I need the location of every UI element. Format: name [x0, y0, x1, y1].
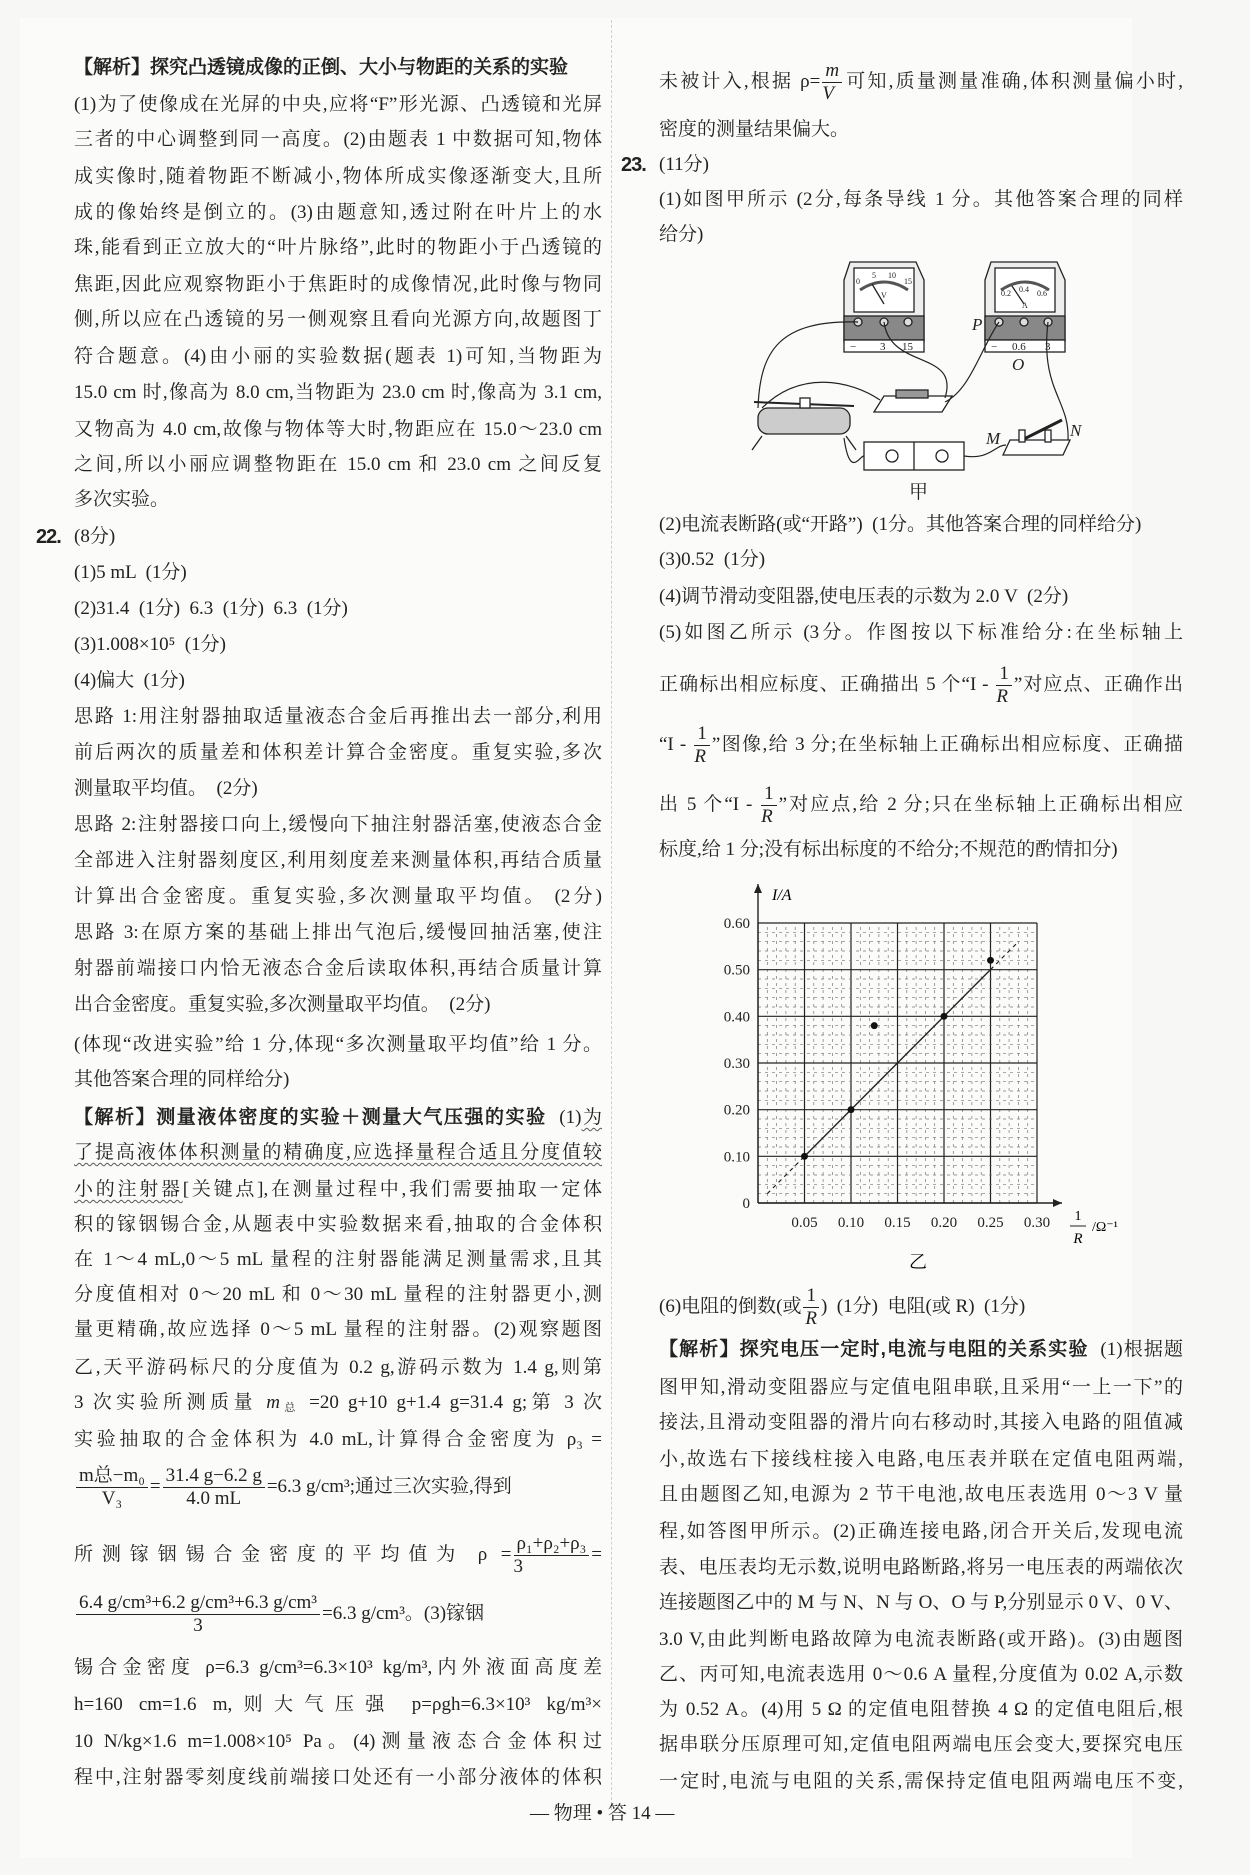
text-span: 未被计入,根据 ρ=	[659, 71, 821, 92]
answer-line: (3)1.008×10⁵ (1分)	[74, 634, 226, 655]
text-line: 计算出合金密度。重复实验,多次测量取平均值。 (2分)	[74, 886, 602, 907]
x-axis-label-denominator: R	[1073, 1231, 1083, 1247]
text-line: (1)如图甲所示 (2分,每条导线 1 分。其他答案合理的同样	[659, 189, 1183, 210]
x-tick-label: 0.25	[977, 1215, 1004, 1231]
text-line: (3)0.52 (1分)	[659, 549, 766, 570]
chart-caption: 乙	[909, 1252, 927, 1272]
text-line: 乙、丙可知,电流表选用 0～0.6 A 量程,分度值为 0.02 A,示数	[659, 1664, 1183, 1685]
switch	[1003, 420, 1070, 455]
text-line: (4)调节滑动变阻器,使电压表的示数为 2.0 V (2分)	[659, 586, 1069, 607]
x-axis-label-numerator: 1	[1074, 1209, 1082, 1224]
point-label-o: O	[1012, 355, 1025, 374]
text-line: 15.0 cm 时,像高为 8.0 cm,当物距为 23.0 cm 时,像高为 3.1 cm,	[74, 382, 602, 403]
text-line: 珠,能看到正立放大的“叶片脉络”,此时的物距小于凸透镜的	[74, 237, 602, 258]
text-line: 且由题图乙知,电源为 2 节干电池,故电压表选用 0～3 V 量	[659, 1484, 1183, 1505]
y-tick-label: 0.40	[723, 1009, 750, 1026]
terminal-label: 15	[902, 341, 913, 353]
answer-line: (2)31.4 (1分) 6.3 (1分) 6.3 (1分)	[74, 598, 348, 619]
text-line: 量更精确,故应选择 0～5 mL 量程的注射器。(2)观察题图	[74, 1319, 602, 1340]
y-tick-label: 0.50	[723, 962, 750, 979]
x-tick-label: 0.15	[884, 1215, 911, 1231]
text-line: 之间,所以小丽应调整物距在 15.0 cm 和 23.0 cm 之间反复	[74, 454, 602, 475]
fraction	[761, 783, 777, 828]
text-line: 在 1～4 mL,0～5 mL 量程的注射器能满足测量需求,且其	[74, 1249, 602, 1270]
x-tick-label: 0.30	[1023, 1215, 1051, 1231]
fraction	[514, 1533, 590, 1578]
text-span: 出 5 个“I -	[659, 794, 760, 815]
text-span: (6)电阻的倒数(或	[659, 1296, 802, 1317]
text-line: 成的像始终是倒立的。(3)由题意知,透过附在叶片上的水	[74, 202, 602, 223]
x-tick-label: 0.20	[930, 1215, 958, 1231]
text-line: 小,故选右下接线柱接入电路,电压表并联在定值电阻两端,	[659, 1449, 1183, 1470]
text-line: 测量取平均值。 (2分)	[74, 778, 258, 799]
y-tick-label: 0.10	[723, 1149, 750, 1166]
text-line: 侧,所以应在凸透镜的另一侧观察且看向光源方向,故题图丁	[74, 309, 602, 330]
resistor	[874, 390, 952, 412]
numerator: m	[822, 60, 842, 83]
text-line: 出合金密度。重复实验,多次测量取平均值。 (2分)	[74, 994, 491, 1015]
figure-caption: 甲	[909, 482, 929, 503]
text-span: =20 g+10 g+1.4 g=31.4 g;第 3 次	[299, 1392, 602, 1413]
text-line: 多次实验。	[74, 489, 170, 510]
denominator: 4.0 mL	[186, 1488, 242, 1510]
terminal-label: −	[991, 341, 998, 353]
denominator: 3	[513, 1556, 524, 1578]
text-line	[659, 1337, 1183, 1363]
question-score: (8分)	[74, 526, 116, 547]
numerator: 1	[996, 663, 1012, 686]
denominator: V₃	[101, 1488, 123, 1510]
key-point-underline: 了提高液体体积测量的精确度,应选择量程合适且分度值较	[74, 1142, 602, 1163]
fraction	[996, 663, 1012, 708]
text-line: 图甲知,滑动变阻器应与定值电阻串联,且采用“一上一下”的	[659, 1377, 1183, 1398]
y-axis-label: I/A	[772, 887, 792, 904]
y-tick-label: 0.60	[723, 916, 750, 932]
text-span: (1)根据题	[1088, 1339, 1184, 1360]
circuit-diagram	[740, 250, 1090, 480]
text-line: 思路 2:注射器接口向上,缓慢向下抽注射器活塞,使液态合金	[74, 814, 602, 835]
text-line: (体现“改进实验”给 1 分,体现“多次测量取平均值”给 1 分。	[74, 1034, 602, 1055]
text-line: 给分)	[659, 224, 704, 245]
answer-line: (4)偏大 (1分)	[74, 670, 185, 691]
text-span: 正确标出相应标度、正确描出 5 个“I -	[659, 674, 995, 695]
text-span: [关键点],在测量过程中,我们需要抽取一定体	[182, 1179, 602, 1200]
point-label-n: N	[1070, 421, 1082, 440]
page-footer: — 物理 • 答 14 —	[530, 1803, 675, 1824]
math-symbol: m	[266, 1392, 280, 1413]
question-number-22: 22.	[36, 526, 61, 548]
scale-label: 5	[872, 271, 876, 280]
numerator: 6.4 g/cm³+6.2 g/cm³+6.3 g/cm³	[76, 1592, 320, 1615]
text-line: 密度的测量结果偏大。	[659, 119, 850, 140]
y-tick-label: 0.30	[723, 1056, 750, 1072]
meter-symbol: A	[1022, 301, 1028, 310]
data-point	[987, 957, 994, 964]
text-line: 全部进入注射器刻度区,利用刻度差来测量体积,再结合质量	[74, 850, 602, 871]
scale-label: 0.4	[1019, 285, 1029, 294]
formula-line	[74, 1529, 602, 1581]
text-span: ”图像,给 3 分;在坐标轴上正确标出相应标度、正确描	[711, 734, 1184, 755]
text-line	[74, 1140, 602, 1166]
scale-label: 15	[904, 277, 912, 286]
text-line: 其他答案合理的同样给分)	[74, 1069, 290, 1090]
numerator: m总−m₀	[76, 1465, 148, 1488]
text-line: 接法,且滑动变阻器的滑片向右移动时,其接入电路的阻值减	[659, 1412, 1183, 1433]
text-span: ”对应点、正确作出	[1013, 674, 1184, 695]
terminal-label: 3	[880, 341, 886, 353]
text-line: 为 0.52 A。(4)用 5 Ω 的定值电阻替换 4 Ω 的定值电阻后,根	[659, 1699, 1183, 1720]
i-vs-inverse-r-chart	[700, 870, 1150, 1290]
text-line: 据串联分压原理可知,定值电阻两端电压会变大,要探究电压	[659, 1734, 1183, 1755]
numerator: 1	[694, 723, 710, 746]
text-line: 成实像时,随着物距不断减小,物体所成实像逐渐变大,且所	[74, 166, 602, 187]
voltmeter	[844, 262, 924, 352]
fraction	[822, 60, 842, 105]
formula-line	[659, 56, 1183, 108]
text-line: 实验抽取的合金体积为 4.0 mL,计算得合金密度为 ρ₃ =	[74, 1429, 602, 1450]
text-line: 分度值相对 0～20 mL 和 0～30 mL 量程的注射器更小,测	[74, 1284, 602, 1305]
key-point-underline: 小的注射器	[74, 1179, 183, 1200]
data-point	[941, 1013, 948, 1020]
equals-sign: =	[149, 1476, 161, 1497]
scale-label: 0.6	[1037, 289, 1047, 298]
fraction	[163, 1465, 265, 1510]
denominator: R	[761, 806, 773, 828]
numerator: 31.4 g−6.2 g	[163, 1465, 265, 1488]
equals-sign: =	[591, 1544, 602, 1565]
scale-label: 0.2	[1001, 289, 1011, 298]
point-label-p: P	[972, 315, 983, 334]
formula-line	[659, 1281, 1183, 1333]
battery	[864, 442, 964, 470]
x-tick-label: 0.10	[837, 1215, 865, 1231]
formula-line	[659, 659, 1183, 711]
numerator: ρ₁+ρ₂+ρ₃	[514, 1533, 590, 1556]
formula-line	[74, 1461, 602, 1513]
text-line: 焦距,因此应观察物距小于焦距时的成像情况,此时像与物同	[74, 274, 602, 295]
text-line: (1)为了使像成在光屏的中央,应将“F”形光源、凸透镜和光屏	[74, 94, 602, 115]
fraction	[803, 1285, 819, 1330]
text-line: 程中,注射器零刻度线前端接口处还有一小部分液体的体积	[74, 1767, 602, 1788]
denominator: R	[805, 1308, 818, 1330]
text-line: 思路 1:用注射器抽取适量液态合金后再推出去一部分,利用	[74, 706, 602, 727]
x-axis-unit: /Ω⁻¹	[1092, 1220, 1118, 1235]
text-line: 乙,天平游码标尺的分度值为 0.2 g,游码示数为 1.4 g,则第	[74, 1357, 602, 1378]
formula-line	[659, 719, 1183, 771]
terminal-label: 3	[1045, 341, 1051, 353]
text-line: 程,如答图甲所示。(2)正确连接电路,闭合开关后,发现电流	[659, 1521, 1183, 1542]
rheostat	[752, 398, 856, 450]
text-span: 所测镓铟锡合金密度的平均值为 ρ =	[74, 1544, 512, 1565]
text-line: 三者的中心调整到同一高度。(2)由题表 1 中数据可知,物体	[74, 129, 602, 150]
formula-line	[74, 1588, 602, 1640]
text-line: (5)如图乙所示 (3分。作图按以下标准给分:在坐标轴上	[659, 622, 1183, 643]
scale-label: 0	[856, 277, 860, 286]
text-line: 又物高为 4.0 cm,故像与物体等大时,物距应在 15.0～23.0 cm	[74, 419, 602, 440]
data-point	[801, 1153, 808, 1160]
terminal-label: 0.6	[1012, 341, 1026, 353]
text-line	[74, 1177, 602, 1203]
text-span: ) (1分) 电阻(或 R) (1分)	[820, 1296, 1026, 1317]
text-line: 锡合金密度 ρ=6.3 g/cm³=6.3×10³ kg/m³,内外液面高度差	[74, 1657, 602, 1678]
numerator: 1	[761, 783, 777, 806]
y-tick-label: 0	[742, 1196, 750, 1212]
x-axis-arrow-icon	[1053, 1199, 1062, 1207]
data-point	[848, 1106, 855, 1113]
chart-grid	[754, 884, 1062, 1207]
text-line: 标度,给 1 分;没有标出标度的不给分;不规范的酌情扣分)	[659, 839, 1118, 860]
text-span: (1)	[546, 1107, 582, 1128]
question-number-23: 23.	[621, 154, 646, 176]
answer-line: (1)5 mL (1分)	[74, 562, 187, 583]
denominator: R	[996, 686, 1008, 708]
text-line	[74, 1105, 602, 1131]
text-span: =6.3 g/cm³;通过三次实验,得到	[266, 1476, 512, 1497]
meter-symbol: V	[881, 291, 887, 300]
math-subscript: 总	[279, 1402, 300, 1414]
text-line: 积的镓铟锡合金,从题表中实验数据来看,抽取的合金体积	[74, 1214, 602, 1235]
data-point	[871, 1022, 878, 1029]
text-line: 前后两次的质量差和体积差计算合金密度。重复实验,多次	[74, 742, 602, 763]
y-tick-label: 0.20	[723, 1102, 750, 1119]
numerator: 1	[803, 1285, 819, 1308]
text-line: 射器前端接口内恰无液态合金后读取体积,再结合质量计算	[74, 958, 602, 979]
denominator: R	[694, 746, 706, 768]
text-span: 3 次实验所测质量	[74, 1392, 267, 1413]
fraction	[76, 1592, 320, 1637]
x-tick-label: 0.05	[791, 1215, 818, 1231]
analysis-heading: 【解析】探究凸透镜成像的正倒、大小与物距的关系的实验	[74, 57, 569, 78]
fit-line-extension	[991, 942, 1019, 970]
text-span: ”对应点,给 2 分;只在坐标轴上正确标出相应	[778, 794, 1183, 815]
formula-line	[659, 779, 1183, 831]
text-line: 3.0 V,由此判断电路故障为电流表断路(或开路)。(3)由题图	[659, 1629, 1183, 1650]
text-span: 可知,质量测量准确,体积测量偏小时,	[844, 71, 1183, 92]
text-line: 一定时,电流与电阻的关系,需保持定值电阻两端电压不变,	[659, 1771, 1183, 1792]
denominator: 3	[193, 1615, 203, 1637]
denominator: V	[822, 83, 834, 105]
terminal-label: −	[850, 341, 857, 353]
scale-label: 10	[888, 271, 896, 280]
text-line	[74, 1390, 602, 1416]
text-line: 思路 3:在原方案的基础上排出气泡后,缓慢回抽活塞,使注	[74, 922, 602, 943]
question-score: (11分)	[659, 154, 709, 175]
analysis-heading: 【解析】测量液体密度的实验＋测量大气压强的实验	[74, 1107, 547, 1128]
text-span: “I -	[659, 734, 693, 755]
key-point-underline: 为	[581, 1107, 602, 1128]
text-line: 10 N/kg×1.6 m=1.008×10⁵ Pa。(4)测量液态合金体积过	[74, 1731, 602, 1752]
column-divider	[611, 20, 612, 1810]
analysis-heading: 【解析】探究电压一定时,电流与电阻的关系实验	[659, 1339, 1089, 1360]
y-axis-arrow-icon	[754, 884, 762, 893]
fraction	[694, 723, 710, 768]
text-line: h=160 cm=1.6 m,则大气压强 p=ρgh=6.3×10³ kg/m³×	[74, 1694, 602, 1715]
point-label-m: M	[986, 429, 1001, 448]
text-line: (2)电流表断路(或“开路”) (1分。其他答案合理的同样给分)	[659, 514, 1142, 535]
text-span: =6.3 g/cm³。(3)镓铟	[322, 1603, 485, 1624]
text-line: 表、电压表均无示数,说明电路断路,将另一电压表的两端依次	[659, 1557, 1183, 1578]
fraction	[76, 1465, 148, 1510]
text-line: 符合题意。(4)由小丽的实验数据(题表 1)可知,当物距为	[74, 346, 602, 367]
text-line: 连接题图乙中的 M 与 N、N 与 O、O 与 P,分别显示 0 V、0 V、	[659, 1592, 1183, 1613]
